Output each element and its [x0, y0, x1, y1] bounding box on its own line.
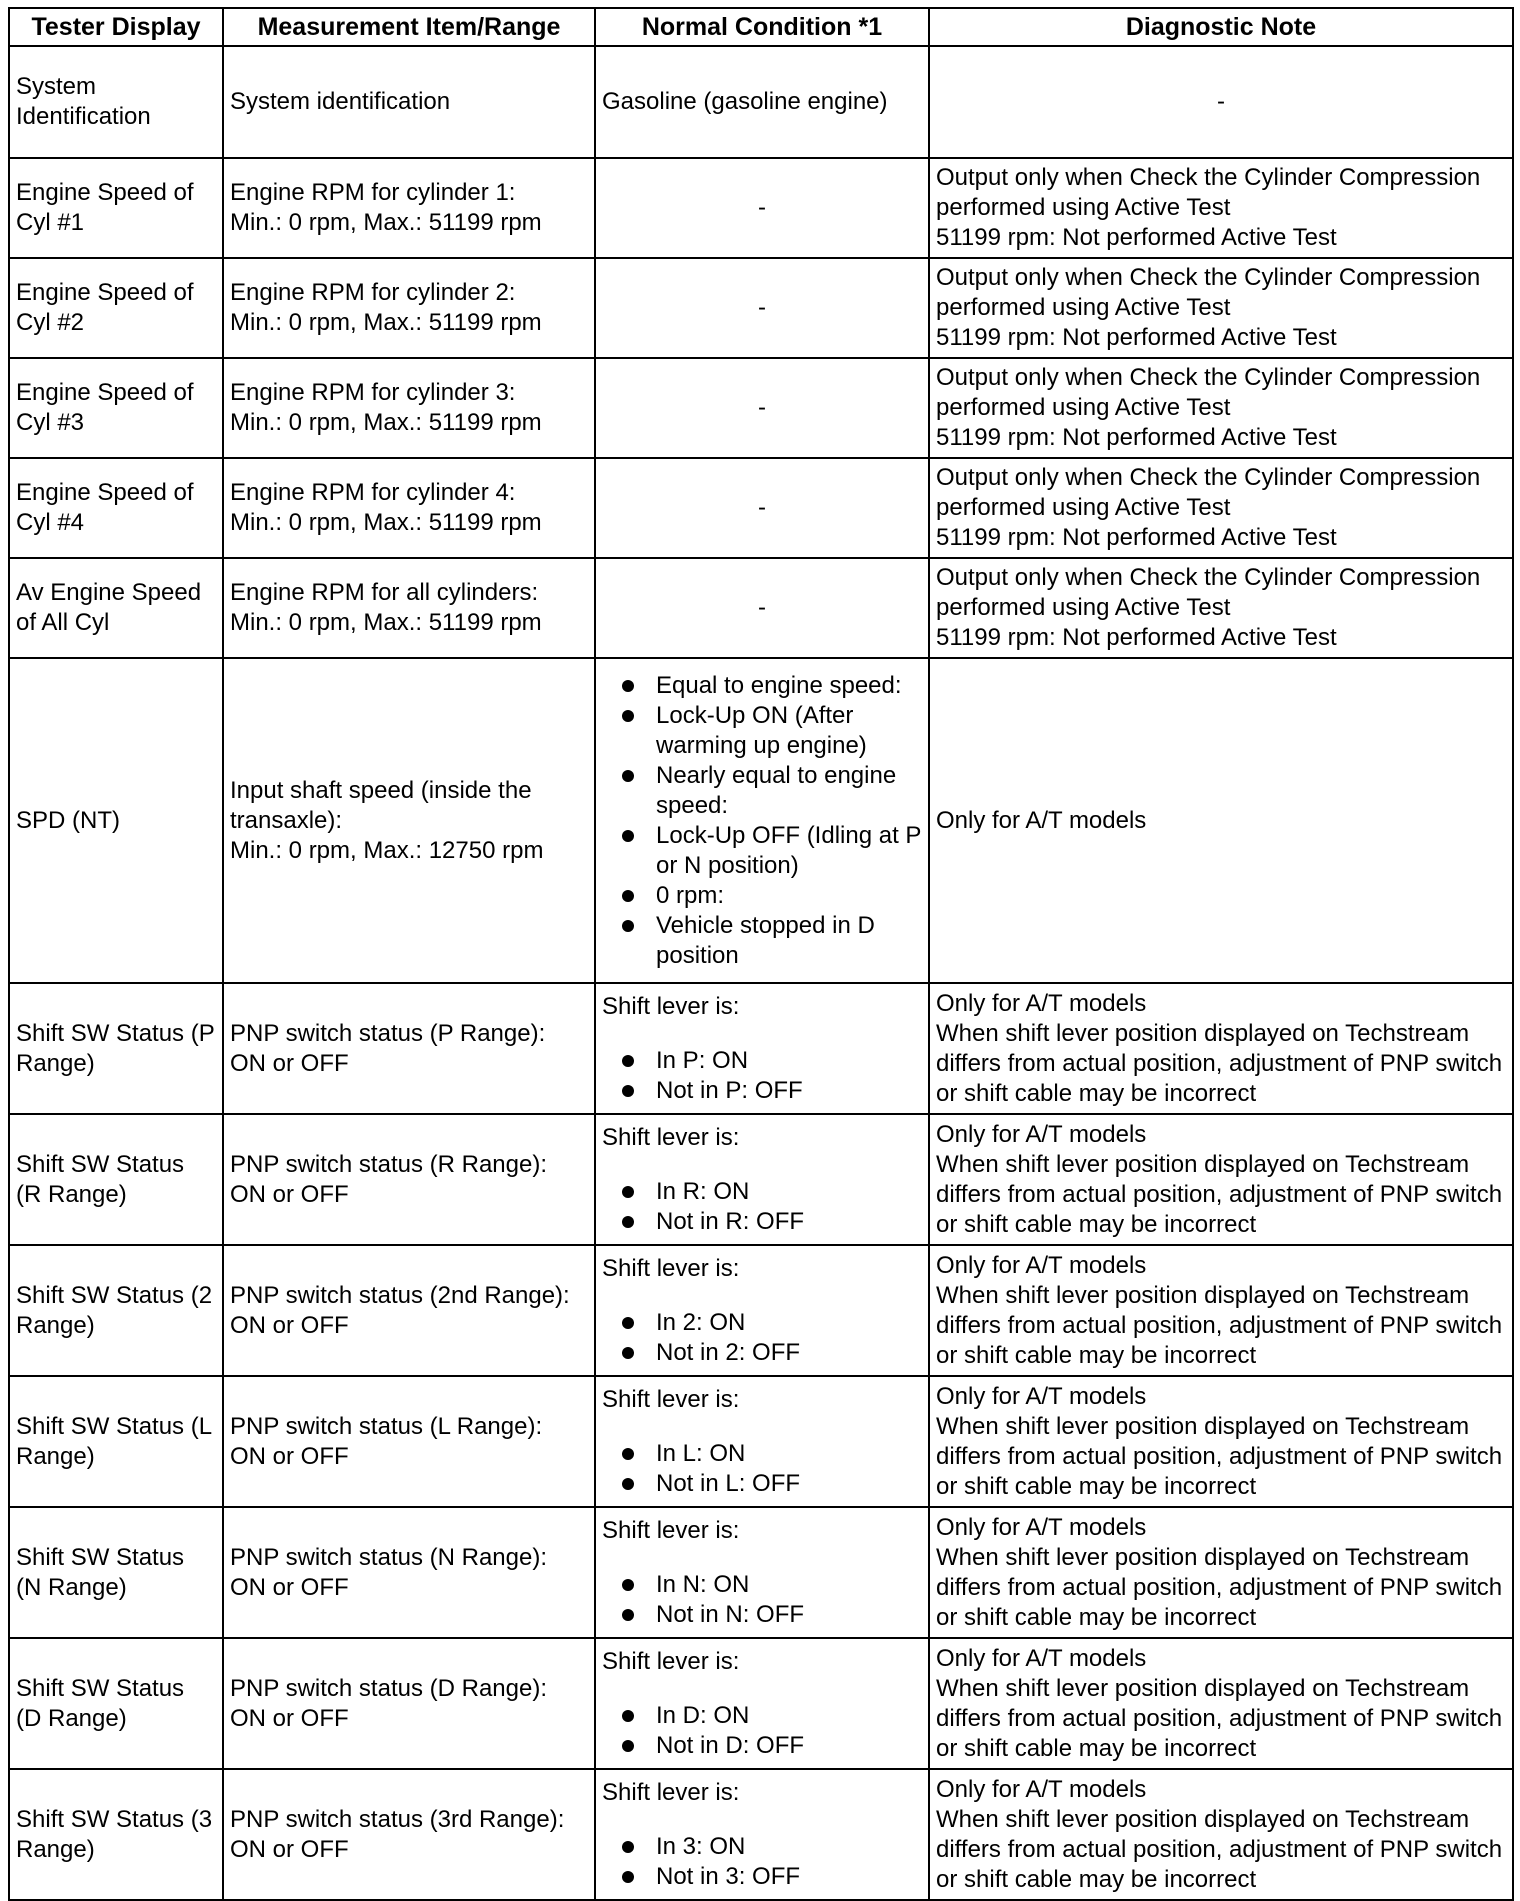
bullet-text: Not in R: OFF	[656, 1207, 805, 1235]
list-item	[622, 701, 922, 761]
list-item	[622, 1701, 922, 1731]
bullet-icon	[622, 1317, 634, 1329]
condition-bullet-list	[602, 1046, 922, 1106]
note-cell	[929, 1507, 1513, 1638]
measurement-range: Min.: 0 rpm, Max.: 51199 rpm	[230, 209, 542, 236]
bullet-icon	[622, 680, 634, 692]
condition-bullet-list	[602, 1439, 922, 1499]
list-item	[622, 1600, 922, 1630]
bullet-icon	[622, 1448, 634, 1460]
note-cell	[929, 1376, 1513, 1507]
note-cell	[929, 358, 1513, 458]
bullet-icon	[622, 1710, 634, 1722]
tester-display-cell: Shift SW Status (3 Range)	[9, 1769, 223, 1900]
table-row	[9, 1114, 1513, 1245]
note-line: Output only when Check the Cylinder Compression performed using Active Test	[936, 364, 1481, 421]
condition-cell	[595, 1769, 929, 1900]
measurement-cell	[223, 658, 595, 983]
note-line: When shift lever position displayed on Techstream differs from actual position, adjustment of PNP switch or shift cable may be incorrect	[936, 1150, 1503, 1238]
note-cell	[929, 983, 1513, 1114]
condition-bullet-list	[602, 1308, 922, 1368]
list-item	[622, 821, 922, 881]
tester-display-cell: Shift SW Status (N Range)	[9, 1507, 223, 1638]
table-row	[9, 258, 1513, 358]
bullet-icon	[622, 1871, 634, 1883]
condition-bullet-list	[602, 1570, 922, 1630]
header-diagnostic-note: Diagnostic Note	[929, 8, 1513, 46]
note-line: When shift lever position displayed on Techstream differs from actual position, adjustment of PNP switch or shift cable may be incorrect	[936, 1674, 1503, 1762]
measurement-range: ON or OFF	[230, 1180, 349, 1208]
list-item	[622, 1076, 922, 1106]
measurement-cell	[223, 1638, 595, 1769]
measurement-range: ON or OFF	[230, 1835, 349, 1863]
bullet-icon	[622, 1055, 634, 1067]
list-item	[622, 1308, 922, 1338]
note-line: Only for A/T models	[936, 1513, 1147, 1541]
measurement-line: Engine RPM for cylinder 2:	[230, 279, 516, 306]
measurement-line: PNP switch status (N Range):	[230, 1543, 548, 1571]
bullet-icon	[622, 1609, 634, 1621]
measurement-line: Engine RPM for all cylinders:	[230, 579, 539, 606]
measurement-line: PNP switch status (D Range):	[230, 1674, 548, 1702]
measurement-range: Min.: 0 rpm, Max.: 51199 rpm	[230, 309, 542, 336]
measurement-line: PNP switch status (L Range):	[230, 1412, 543, 1440]
tester-display-cell: Shift SW Status (2 Range)	[9, 1245, 223, 1376]
note-line: 51199 rpm: Not performed Active Test	[936, 324, 1337, 351]
condition-cell: -	[595, 358, 929, 458]
measurement-range: ON or OFF	[230, 1573, 349, 1601]
bullet-icon	[622, 830, 634, 842]
bullet-icon	[622, 1216, 634, 1228]
tester-display-cell: Shift SW Status (L Range)	[9, 1376, 223, 1507]
bullet-text: Not in 3: OFF	[656, 1862, 801, 1890]
measurement-cell	[223, 983, 595, 1114]
tester-display-cell: Engine Speed of Cyl #4	[9, 458, 223, 558]
bullet-text: Not in L: OFF	[656, 1469, 801, 1497]
measurement-range: ON or OFF	[230, 1311, 349, 1339]
condition-lead: Shift lever is:	[602, 1647, 740, 1675]
bullet-text: In R: ON	[656, 1177, 750, 1205]
measurement-line: PNP switch status (2nd Range):	[230, 1281, 570, 1309]
condition-lead: Shift lever is:	[602, 1385, 740, 1413]
bullet-text: Lock-Up ON (After warming up engine)	[656, 701, 867, 759]
tester-display-cell: System Identification	[9, 46, 223, 158]
measurement-range: Min.: 0 rpm, Max.: 51199 rpm	[230, 609, 542, 636]
measurement-line: PNP switch status (3rd Range):	[230, 1805, 565, 1833]
bullet-icon	[622, 920, 634, 932]
measurement-line: Engine RPM for cylinder 4:	[230, 479, 516, 506]
list-item	[622, 1207, 922, 1237]
note-cell: -	[929, 46, 1513, 158]
tester-display-cell: Engine Speed of Cyl #2	[9, 258, 223, 358]
condition-bullet-list	[602, 1701, 922, 1761]
table-row	[9, 1638, 1513, 1769]
measurement-line: Input shaft speed (inside the transaxle):	[230, 776, 532, 834]
bullet-text: Lock-Up OFF (Idling at P or N position)	[656, 821, 921, 879]
bullet-text: In 3: ON	[656, 1832, 746, 1860]
header-measurement-item: Measurement Item/Range	[223, 8, 595, 46]
condition-cell	[595, 1638, 929, 1769]
condition-cell: -	[595, 158, 929, 258]
note-line: When shift lever position displayed on Techstream differs from actual position, adjustment of PNP switch or shift cable may be incorrect	[936, 1412, 1503, 1500]
table-row	[9, 46, 1513, 158]
note-cell	[929, 558, 1513, 658]
table-row	[9, 983, 1513, 1114]
note-cell	[929, 158, 1513, 258]
note-line: 51199 rpm: Not performed Active Test	[936, 524, 1337, 551]
list-item	[622, 1832, 922, 1862]
list-item	[622, 671, 922, 701]
list-item	[622, 1731, 922, 1761]
bullet-text: In D: ON	[656, 1701, 750, 1729]
list-item	[622, 1439, 922, 1469]
table-row	[9, 458, 1513, 558]
note-line: 51199 rpm: Not performed Active Test	[936, 424, 1337, 451]
list-item	[622, 1570, 922, 1600]
note-cell	[929, 458, 1513, 558]
measurement-line: PNP switch status (P Range):	[230, 1019, 546, 1047]
tester-display-cell: Shift SW Status (D Range)	[9, 1638, 223, 1769]
note-line: Only for A/T models	[936, 1382, 1147, 1410]
bullet-text: Not in P: OFF	[656, 1076, 803, 1104]
bullet-text: Not in 2: OFF	[656, 1338, 801, 1366]
bullet-icon	[622, 1841, 634, 1853]
note-line: When shift lever position displayed on Techstream differs from actual position, adjustment of PNP switch or shift cable may be incorrect	[936, 1281, 1503, 1369]
note-line: Output only when Check the Cylinder Compression performed using Active Test	[936, 564, 1481, 621]
table-row	[9, 1376, 1513, 1507]
measurement-line: Engine RPM for cylinder 3:	[230, 379, 516, 406]
note-line: Only for A/T models	[936, 1251, 1147, 1279]
measurement-range: Min.: 0 rpm, Max.: 51199 rpm	[230, 509, 542, 536]
table-row	[9, 658, 1513, 983]
measurement-cell	[223, 1507, 595, 1638]
condition-cell	[595, 983, 929, 1114]
condition-cell	[595, 1507, 929, 1638]
measurement-cell	[223, 1376, 595, 1507]
condition-lead: Shift lever is:	[602, 1254, 740, 1282]
bullet-icon	[622, 710, 634, 722]
condition-cell	[595, 1114, 929, 1245]
list-item	[622, 761, 922, 821]
tester-display-cell: Av Engine Speed of All Cyl	[9, 558, 223, 658]
condition-cell	[595, 658, 929, 983]
list-item	[622, 1469, 922, 1499]
measurement-cell	[223, 558, 595, 658]
note-line: When shift lever position displayed on Techstream differs from actual position, adjustment of PNP switch or shift cable may be incorrect	[936, 1019, 1503, 1107]
note-cell	[929, 1638, 1513, 1769]
note-line: Only for A/T models	[936, 1775, 1147, 1803]
note-line: Only for A/T models	[936, 1644, 1147, 1672]
table-row	[9, 158, 1513, 258]
condition-cell: -	[595, 458, 929, 558]
note-line: Only for A/T models	[936, 1120, 1147, 1148]
condition-cell: -	[595, 558, 929, 658]
condition-bullet-list	[602, 1177, 922, 1237]
tester-display-cell: Engine Speed of Cyl #1	[9, 158, 223, 258]
measurement-cell	[223, 258, 595, 358]
measurement-range: ON or OFF	[230, 1704, 349, 1732]
measurement-cell	[223, 158, 595, 258]
list-item	[622, 1177, 922, 1207]
condition-cell	[595, 1376, 929, 1507]
condition-lead: Shift lever is:	[602, 1778, 740, 1806]
bullet-icon	[622, 890, 634, 902]
note-cell	[929, 1114, 1513, 1245]
note-cell	[929, 1245, 1513, 1376]
note-line: Output only when Check the Cylinder Compression performed using Active Test	[936, 464, 1481, 521]
measurement-cell	[223, 1114, 595, 1245]
measurement-cell	[223, 1769, 595, 1900]
tester-display-cell: Shift SW Status (P Range)	[9, 983, 223, 1114]
bullet-icon	[622, 1347, 634, 1359]
header-normal-condition: Normal Condition *1	[595, 8, 929, 46]
bullet-text: Not in D: OFF	[656, 1731, 805, 1759]
condition-lead: Shift lever is:	[602, 1123, 740, 1151]
bullet-text: In 2: ON	[656, 1308, 746, 1336]
condition-bullet-list	[602, 671, 922, 971]
condition-cell: Gasoline (gasoline engine)	[595, 46, 929, 158]
condition-lead: Shift lever is:	[602, 1516, 740, 1544]
tester-display-cell: Engine Speed of Cyl #3	[9, 358, 223, 458]
bullet-icon	[622, 1085, 634, 1097]
table-row	[9, 1507, 1513, 1638]
list-item	[622, 1862, 922, 1892]
measurement-range: Min.: 0 rpm, Max.: 12750 rpm	[230, 836, 544, 864]
bullet-text: Vehicle stopped in D position	[656, 911, 875, 969]
bullet-text: In L: ON	[656, 1439, 746, 1467]
bullet-icon	[622, 770, 634, 782]
note-line: Output only when Check the Cylinder Compression performed using Active Test	[936, 264, 1481, 321]
measurement-cell: System identification	[223, 46, 595, 158]
bullet-icon	[622, 1579, 634, 1591]
note-cell	[929, 1769, 1513, 1900]
list-item	[622, 1338, 922, 1368]
bullet-text: In P: ON	[656, 1046, 749, 1074]
note-line: When shift lever position displayed on Techstream differs from actual position, adjustment of PNP switch or shift cable may be incorrect	[936, 1805, 1503, 1893]
bullet-text: Equal to engine speed:	[656, 671, 902, 699]
bullet-icon	[622, 1186, 634, 1198]
table-row	[9, 1769, 1513, 1900]
bullet-text: Nearly equal to engine speed:	[656, 761, 897, 819]
note-line: When shift lever position displayed on Techstream differs from actual position, adjustment of PNP switch or shift cable may be incorrect	[936, 1543, 1503, 1631]
note-cell: Only for A/T models	[929, 658, 1513, 983]
measurement-cell	[223, 458, 595, 558]
header-tester-display: Tester Display	[9, 8, 223, 46]
table-row	[9, 358, 1513, 458]
tester-display-cell: SPD (NT)	[9, 658, 223, 983]
list-item	[622, 1046, 922, 1076]
condition-cell	[595, 1245, 929, 1376]
bullet-text: In N: ON	[656, 1570, 750, 1598]
tester-display-cell: Shift SW Status (R Range)	[9, 1114, 223, 1245]
measurement-line: PNP switch status (R Range):	[230, 1150, 548, 1178]
list-item	[622, 881, 922, 911]
note-line: Only for A/T models	[936, 989, 1147, 1017]
measurement-cell	[223, 358, 595, 458]
data-list-table	[8, 7, 1514, 1901]
bullet-icon	[622, 1478, 634, 1490]
bullet-text: Not in N: OFF	[656, 1600, 805, 1628]
note-line: Output only when Check the Cylinder Compression performed using Active Test	[936, 164, 1481, 221]
measurement-range: ON or OFF	[230, 1442, 349, 1470]
bullet-icon	[622, 1740, 634, 1752]
table-row	[9, 558, 1513, 658]
measurement-line: Engine RPM for cylinder 1:	[230, 179, 516, 206]
note-cell	[929, 258, 1513, 358]
measurement-range: ON or OFF	[230, 1049, 349, 1077]
bullet-text: 0 rpm:	[656, 881, 725, 909]
condition-cell: -	[595, 258, 929, 358]
condition-bullet-list	[602, 1832, 922, 1892]
note-line: 51199 rpm: Not performed Active Test	[936, 224, 1337, 251]
note-line: 51199 rpm: Not performed Active Test	[936, 624, 1337, 651]
list-item	[622, 911, 922, 971]
table-row	[9, 1245, 1513, 1376]
measurement-range: Min.: 0 rpm, Max.: 51199 rpm	[230, 409, 542, 436]
measurement-cell	[223, 1245, 595, 1376]
condition-lead: Shift lever is:	[602, 992, 740, 1020]
header-row	[9, 8, 1513, 46]
